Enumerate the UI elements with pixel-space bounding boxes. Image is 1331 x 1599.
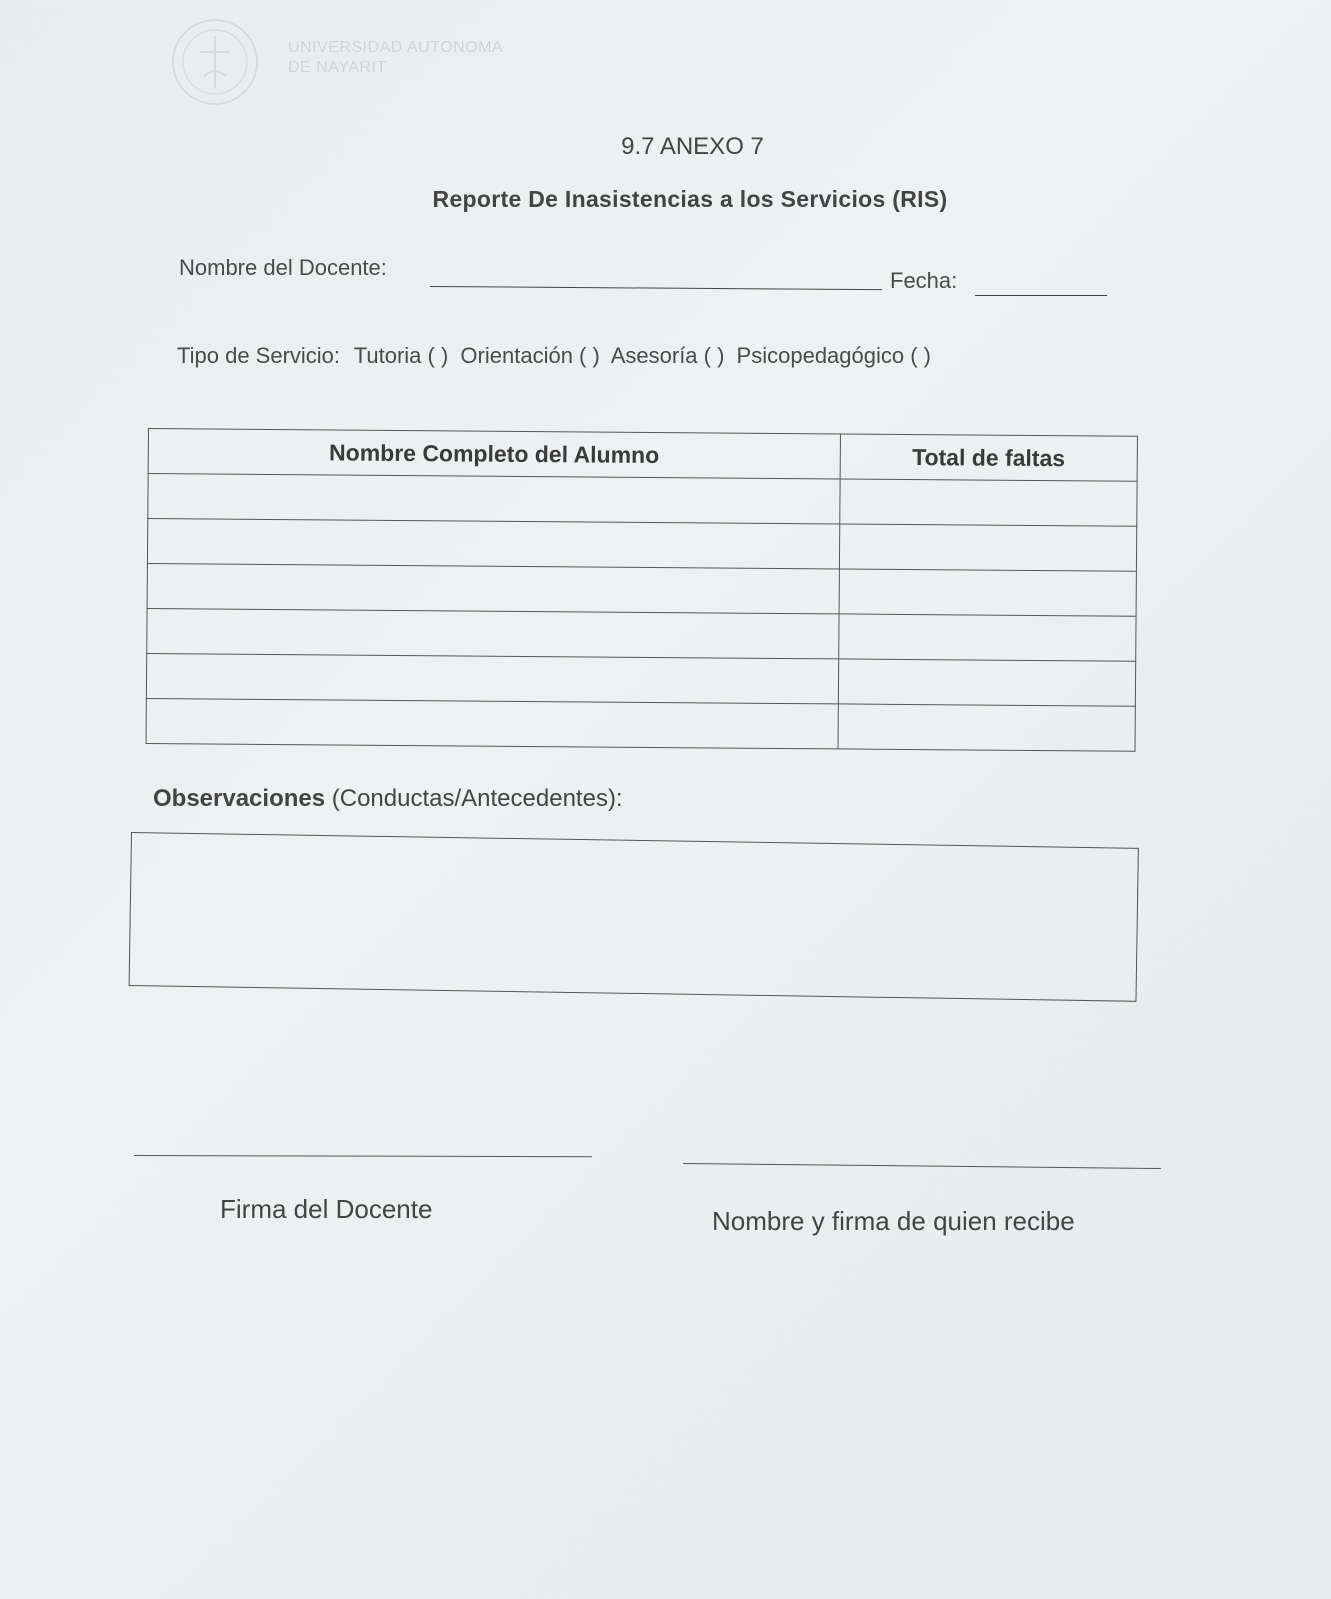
university-name-line2: DE NAYARIT [288, 59, 387, 76]
university-name [288, 38, 503, 78]
table-header-row [148, 429, 1137, 482]
total-absences-cell[interactable] [839, 524, 1137, 571]
column-header-total-absences: Total de faltas [840, 434, 1138, 481]
university-seal-icon [160, 18, 270, 106]
table-row [147, 563, 1136, 616]
teacher-signature-line[interactable] [134, 1155, 592, 1157]
total-absences-cell[interactable] [838, 614, 1136, 661]
student-name-cell[interactable] [146, 653, 838, 703]
student-name-cell[interactable] [147, 608, 839, 658]
table-row [147, 608, 1136, 661]
observations-label-rest: (Conductas/Antecedentes): [325, 785, 623, 812]
column-header-student-name: Nombre Completo del Alumno [148, 429, 840, 479]
teacher-name-field[interactable] [430, 286, 882, 290]
receiver-signature-label: Nombre y firma de quien recibe [712, 1206, 1075, 1236]
table-row [147, 519, 1136, 572]
total-absences-cell[interactable] [838, 659, 1136, 706]
attendance-table [146, 428, 1138, 752]
report-title: Reporte De Inasistencias a los Servicios (RIS) [432, 186, 948, 212]
date-field[interactable] [975, 295, 1107, 296]
student-name-cell[interactable] [146, 698, 838, 748]
student-name-cell[interactable] [147, 563, 839, 613]
university-name-line1: UNIVERSIDAD AUTONOMA [288, 39, 504, 56]
service-option-asesoria[interactable]: Asesoría ( ) [610, 343, 725, 368]
service-type-label: Tipo de Servicio: [177, 343, 341, 368]
teacher-name-label: Nombre del Docente: [179, 255, 387, 280]
annex-heading: 9.7 ANEXO 7 [621, 133, 764, 160]
observations-box[interactable] [129, 832, 1139, 1002]
observations-label-bold: Observaciones [153, 785, 326, 812]
total-absences-cell[interactable] [838, 704, 1136, 751]
receiver-signature-line[interactable] [683, 1163, 1161, 1169]
service-option-tutoria[interactable]: Tutoria ( ) [353, 343, 449, 368]
service-option-psicopedagogico[interactable]: Psicopedagógico ( ) [736, 343, 931, 368]
student-name-cell[interactable] [147, 519, 839, 569]
observations-label [153, 785, 623, 813]
student-name-cell[interactable] [148, 474, 840, 524]
total-absences-cell[interactable] [839, 569, 1137, 616]
table-row [146, 698, 1135, 751]
teacher-signature-label: Firma del Docente [220, 1194, 433, 1224]
service-type-row [177, 343, 937, 369]
table-row [148, 474, 1137, 527]
service-option-orientacion[interactable]: Orientación ( ) [460, 343, 600, 368]
university-logo [160, 18, 540, 108]
table-row [146, 653, 1135, 706]
date-label: Fecha: [890, 268, 958, 293]
total-absences-cell[interactable] [839, 479, 1137, 526]
